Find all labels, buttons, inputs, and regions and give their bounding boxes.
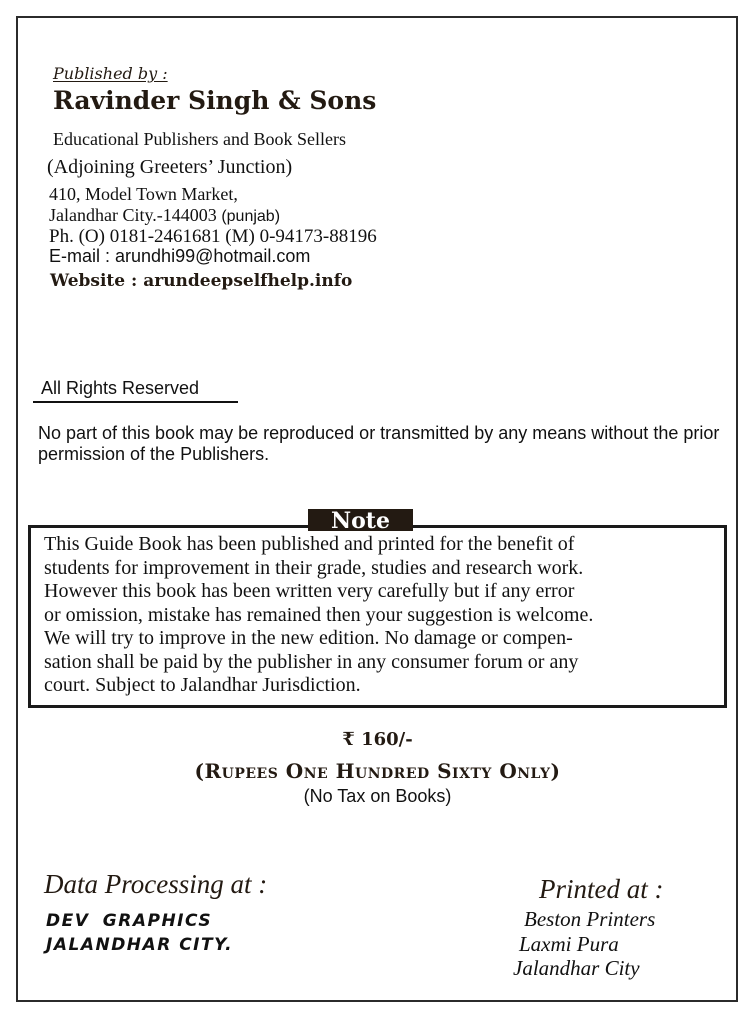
- price-amount: ₹ 160/-: [342, 729, 413, 750]
- address-city-main: Jalandhar City.-144003: [49, 205, 222, 225]
- note-text: [44, 533, 724, 698]
- email-address[interactable]: arundhi99@hotmail.com: [115, 246, 311, 266]
- address-landmark: (Adjoining Greeters’ Junction): [47, 156, 293, 178]
- printer-name: Beston Printers: [524, 907, 656, 931]
- printer-city: Jalandhar City: [513, 956, 640, 980]
- rights-underline: [33, 401, 238, 403]
- address-street: 410, Model Town Market,: [49, 184, 238, 204]
- email-label: E-mail :: [49, 246, 116, 266]
- publisher-tagline: Educational Publishers and Book Sellers: [53, 129, 346, 149]
- note-line: We will try to improve in the new edition. No damage or compen-: [44, 627, 573, 649]
- website-label: Website :: [50, 271, 144, 291]
- data-processing-title: Data Processing at :: [44, 869, 268, 899]
- rights-text: No part of this book may be reproduced or transmitted by any means without the prior permission of the Publishers.: [38, 423, 720, 464]
- data-processing-company: DEV GRAPHICS: [46, 911, 213, 931]
- phone-numbers: Ph. (O) 0181-2461681 (M) 0-94173-88196: [49, 226, 377, 247]
- price-in-words: (Rupees One Hundred Sixty Only): [194, 759, 561, 783]
- publisher-name: Ravinder Singh & Sons: [53, 86, 377, 115]
- note-line: students for improvement in their grade, studies and research work.: [44, 556, 584, 579]
- address-city: [49, 205, 280, 226]
- note-line: or omission, mistake has remained then your suggestion is welcome.: [44, 603, 594, 626]
- note-line: This Guide Book has been published and printed for the benefit of: [44, 533, 575, 555]
- email-line: [49, 246, 310, 267]
- printer-locality: Laxmi Pura: [519, 932, 619, 956]
- published-by-label: Published by :: [53, 64, 168, 83]
- note-line: However this book has been written very carefully but if any error: [44, 580, 575, 602]
- address-state: (punjab): [221, 208, 281, 225]
- note-label: Note: [308, 509, 413, 531]
- note-line: court. Subject to Jalandhar Jurisdiction.: [44, 674, 361, 696]
- website-line: [50, 271, 352, 291]
- website-link[interactable]: arundeepselfhelp.info: [143, 271, 353, 291]
- printed-at-title: Printed at :: [539, 874, 664, 904]
- tax-note: (No Tax on Books): [303, 786, 452, 806]
- rights-title: All Rights Reserved: [41, 378, 200, 398]
- data-processing-city: JALANDHAR CITY.: [46, 935, 234, 955]
- note-line: sation shall be paid by the publisher in any consumer forum or any: [44, 650, 579, 673]
